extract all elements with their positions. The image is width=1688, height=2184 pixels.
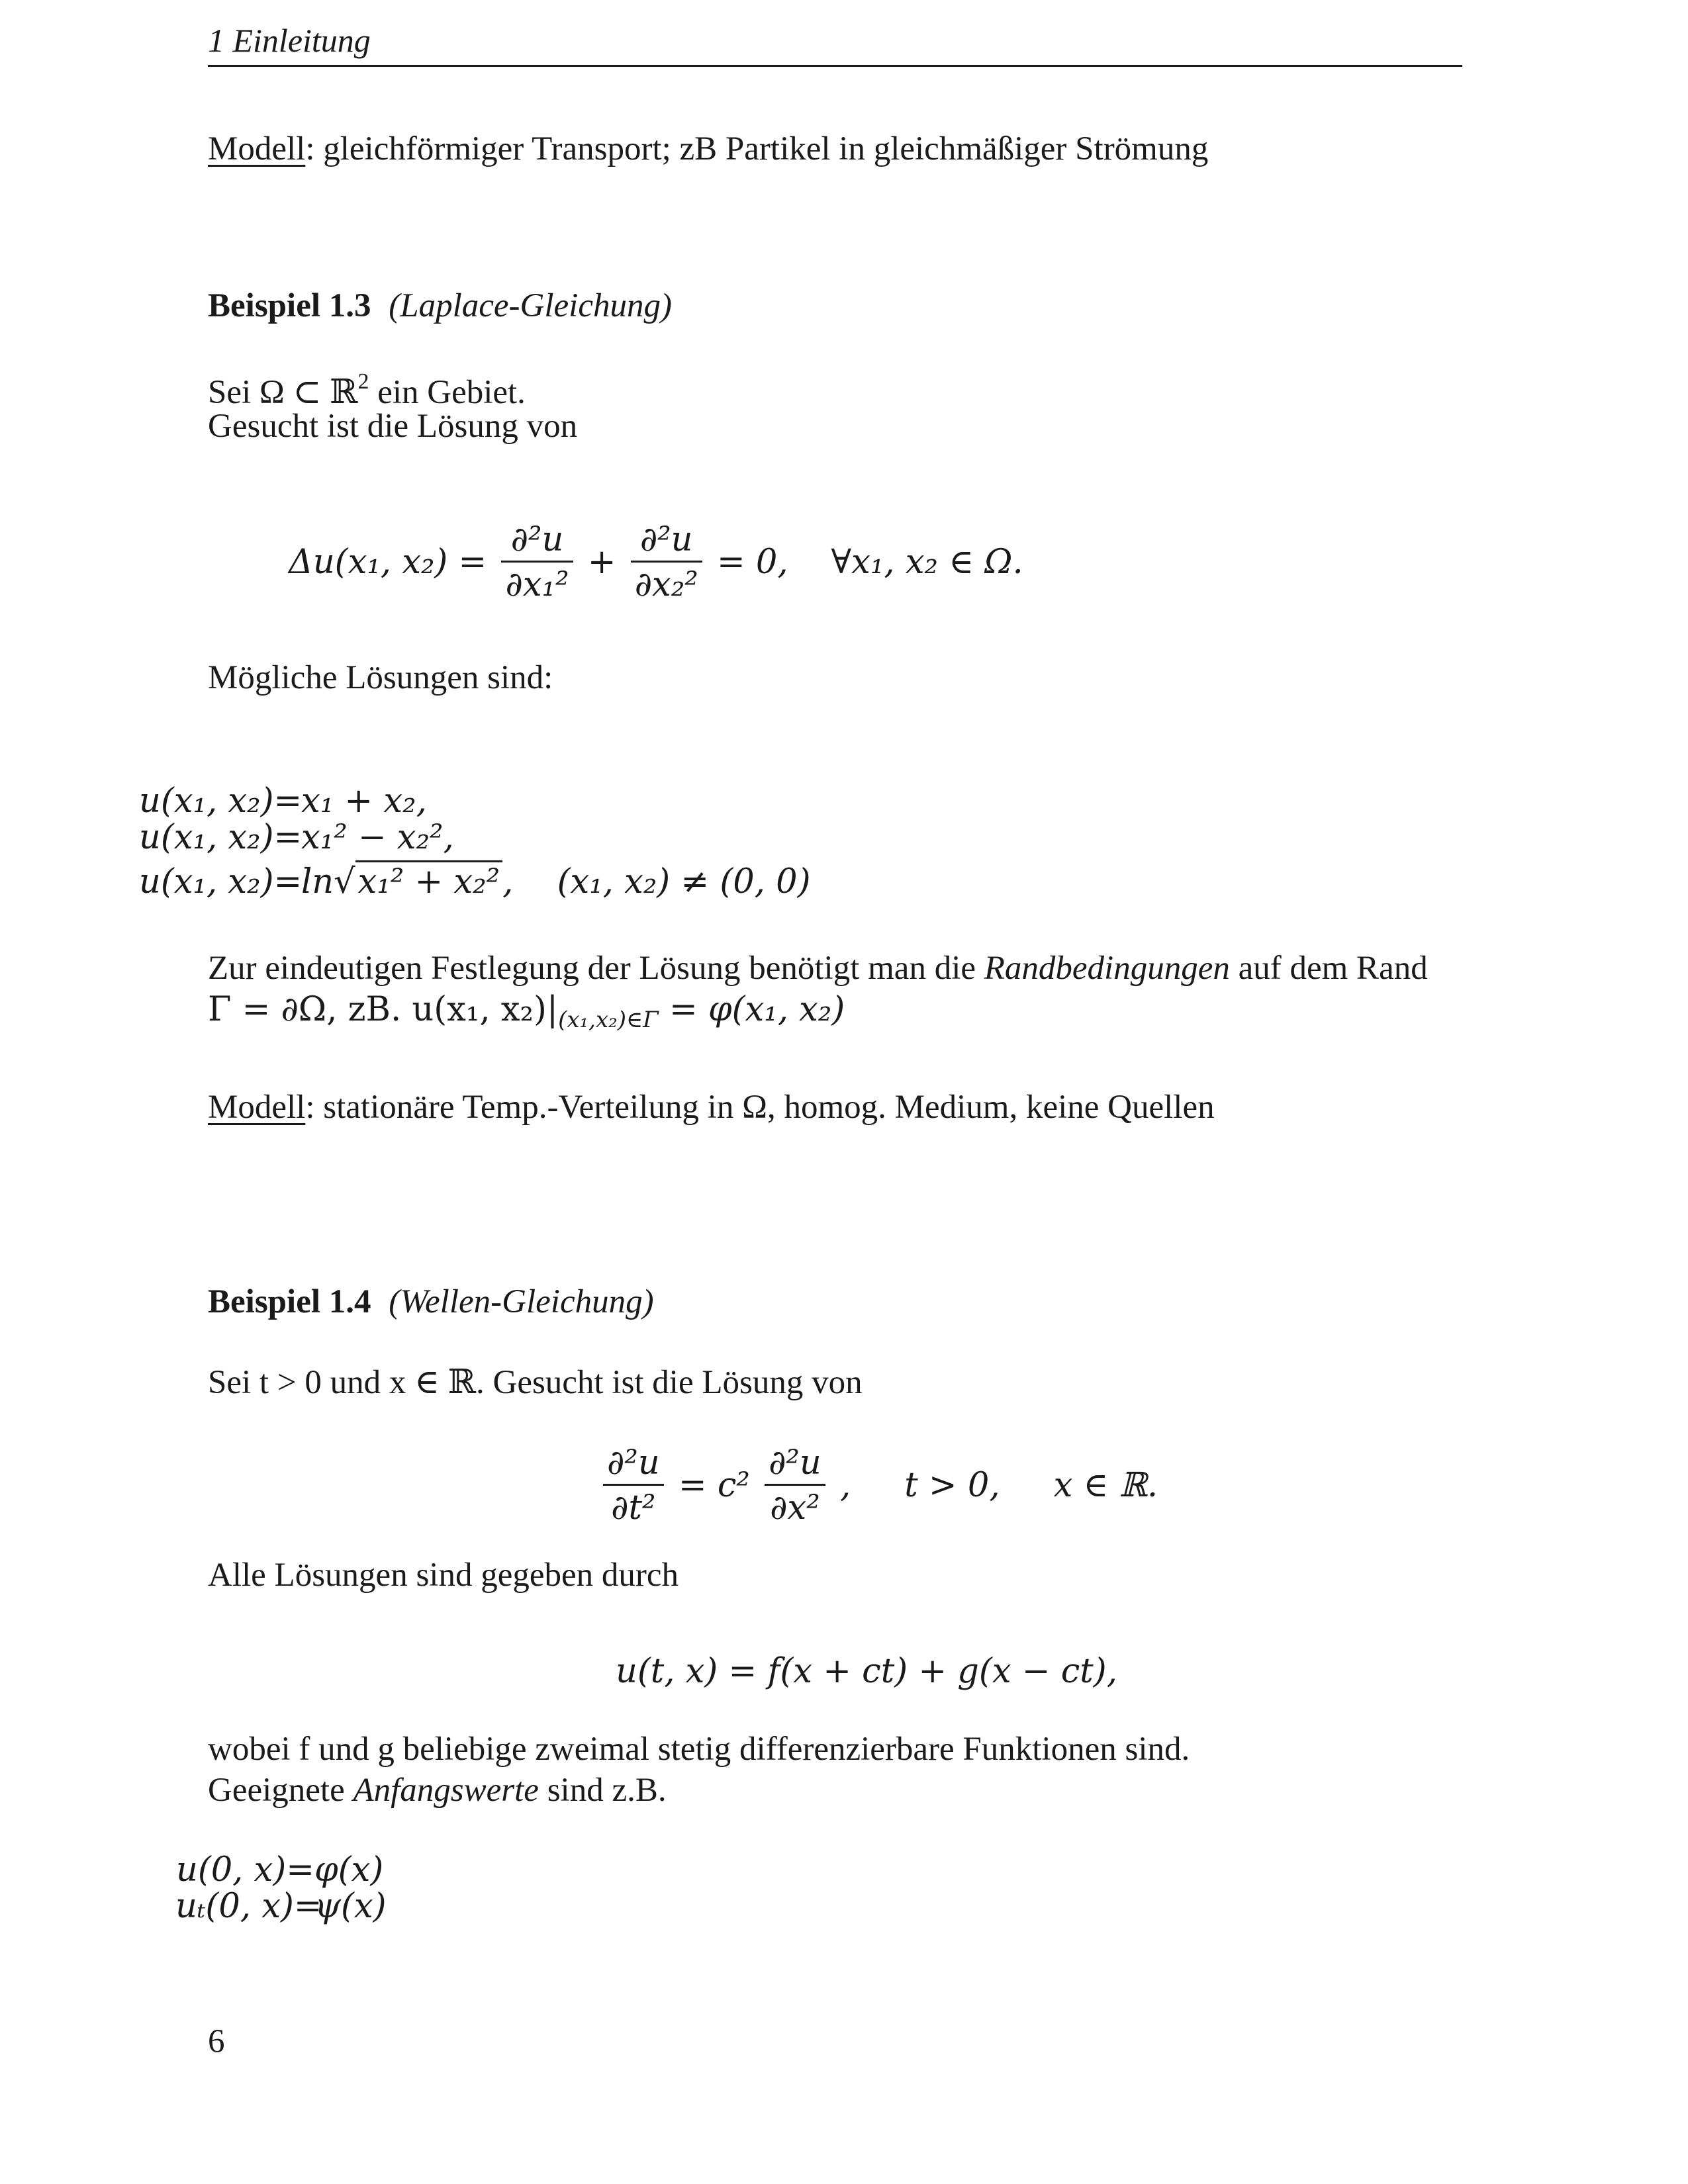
- wave-equation: [599, 1443, 1158, 1527]
- fraction-numerator: ∂²u: [769, 1443, 821, 1482]
- example-1-3-heading: [208, 289, 672, 323]
- sqrt-radical-icon: √: [334, 862, 355, 901]
- iv-rhs: ψ(x): [314, 1887, 387, 1926]
- fraction-denominator: ∂x₂²: [631, 561, 702, 602]
- plus-sign: +: [587, 543, 616, 582]
- domain-text: Sei Ω ⊂ ℝ: [208, 374, 358, 411]
- boundary-sentence: [208, 952, 1428, 985]
- sqrt-radicand: x₁² + x₂²: [355, 860, 502, 899]
- where-sentence: wobei f und g beliebige zweimal stetig differenzierbare Funktionen sind.: [208, 1731, 1190, 1768]
- eq-lhs: Δu(x₁, x₂) =: [289, 543, 487, 582]
- wave-intro-sentence: Sei t > 0 und x ∈ ℝ. Gesucht ist die Lösung von: [208, 1364, 863, 1401]
- model-text: : stationäre Temp.-Verteilung in Ω, homog. Medium, keine Quellen: [305, 1089, 1215, 1126]
- iv-rhs: φ(x): [314, 1850, 384, 1889]
- solution-rhs: x₁ + x₂,: [301, 782, 427, 821]
- solution-3: [139, 860, 810, 899]
- solution-condition: (x₁, x₂) ≠ (0, 0): [557, 862, 811, 901]
- example-1-4-heading: [208, 1285, 654, 1319]
- solution-rhs: x₁² − x₂²,: [301, 818, 454, 857]
- example-title: Beispiel 1.3: [208, 287, 371, 324]
- fraction-denominator: ∂x²: [765, 1484, 825, 1525]
- initial-value-2: [175, 1887, 387, 1926]
- header-rule: [208, 65, 1462, 67]
- fraction-numerator: ∂²u: [607, 1443, 660, 1482]
- solution-ln: ln: [301, 862, 334, 901]
- example-subtitle: (Wellen-Gleichung): [389, 1283, 654, 1320]
- iv-lhs: u(0, x)=: [175, 1850, 314, 1889]
- model-transport-line: [208, 132, 1208, 166]
- fraction-d2u-dx1: [501, 520, 573, 604]
- boundary-condition: [208, 990, 845, 1033]
- model-temperature-line: [208, 1091, 1215, 1124]
- model-text: : gleichförmiger Transport; zB Partikel in gleichmäßiger Strömung: [305, 130, 1209, 167]
- boundary-text: Zur eindeutigen Festlegung der Lösung benötigt man die: [208, 950, 984, 987]
- boundary-formula: Γ = ∂Ω, zB. u(x₁, x₂)|: [208, 990, 559, 1029]
- solution-comma: ,: [502, 862, 514, 901]
- init-text-end: sind z.B.: [538, 1772, 667, 1809]
- iv-lhs: uₜ(0, x)=: [175, 1887, 322, 1926]
- solution-lhs: u(x₁, x₂)=: [139, 782, 303, 821]
- solution-lhs: u(x₁, x₂)=: [139, 818, 303, 857]
- fraction-numerator: ∂²u: [639, 520, 693, 559]
- eq-rest: = 0, ∀x₁, x₂ ∈ Ω.: [716, 543, 1023, 582]
- fraction-d2u-dx2: [765, 1443, 825, 1527]
- initial-value-1: [175, 1850, 384, 1889]
- boundary-text-end: auf dem Rand: [1229, 950, 1428, 987]
- initial-values-sentence: [208, 1774, 667, 1807]
- solution-1: [139, 782, 427, 821]
- fraction-d2u-dx2: [631, 520, 702, 604]
- general-solution: u(t, x) = f(x + ct) + g(x − ct),: [616, 1652, 1117, 1691]
- model-label: Modell: [208, 1089, 306, 1126]
- domain-text-end: ein Gebiet.: [369, 374, 526, 411]
- fraction-denominator: ∂t²: [603, 1484, 664, 1525]
- example-subtitle: (Laplace-Gleichung): [389, 287, 672, 324]
- eq-rest: , t > 0, x ∈ ℝ.: [839, 1466, 1158, 1505]
- boundary-subscript: (x₁,x₂)∈Γ: [558, 1007, 659, 1033]
- boundary-term: Randbedingungen: [984, 950, 1230, 987]
- fraction-denominator: ∂x₁²: [501, 561, 573, 602]
- all-solutions-sentence: Alle Lösungen sind gegeben durch: [208, 1557, 679, 1594]
- laplace-equation: [289, 520, 1023, 604]
- running-header: 1 Einleitung: [208, 22, 371, 59]
- boundary-formula-end: = φ(x₁, x₂): [658, 990, 845, 1029]
- solution-2: [139, 818, 454, 857]
- example-title: Beispiel 1.4: [208, 1283, 371, 1320]
- sought-sentence: Gesucht ist die Lösung von: [208, 408, 578, 445]
- init-text: Geeignete: [208, 1772, 353, 1809]
- domain-sentence: [208, 371, 526, 410]
- fraction-d2u-dt2: [603, 1443, 664, 1527]
- solutions-intro: Mögliche Lösungen sind:: [208, 659, 553, 696]
- eq-mid: = c²: [678, 1466, 750, 1505]
- domain-exponent: 2: [357, 369, 369, 394]
- init-term: Anfangswerte: [353, 1772, 539, 1809]
- solution-lhs: u(x₁, x₂)=: [139, 862, 303, 901]
- model-label: Modell: [208, 130, 306, 167]
- page-number: 6: [208, 2023, 225, 2060]
- fraction-numerator: ∂²u: [510, 520, 564, 559]
